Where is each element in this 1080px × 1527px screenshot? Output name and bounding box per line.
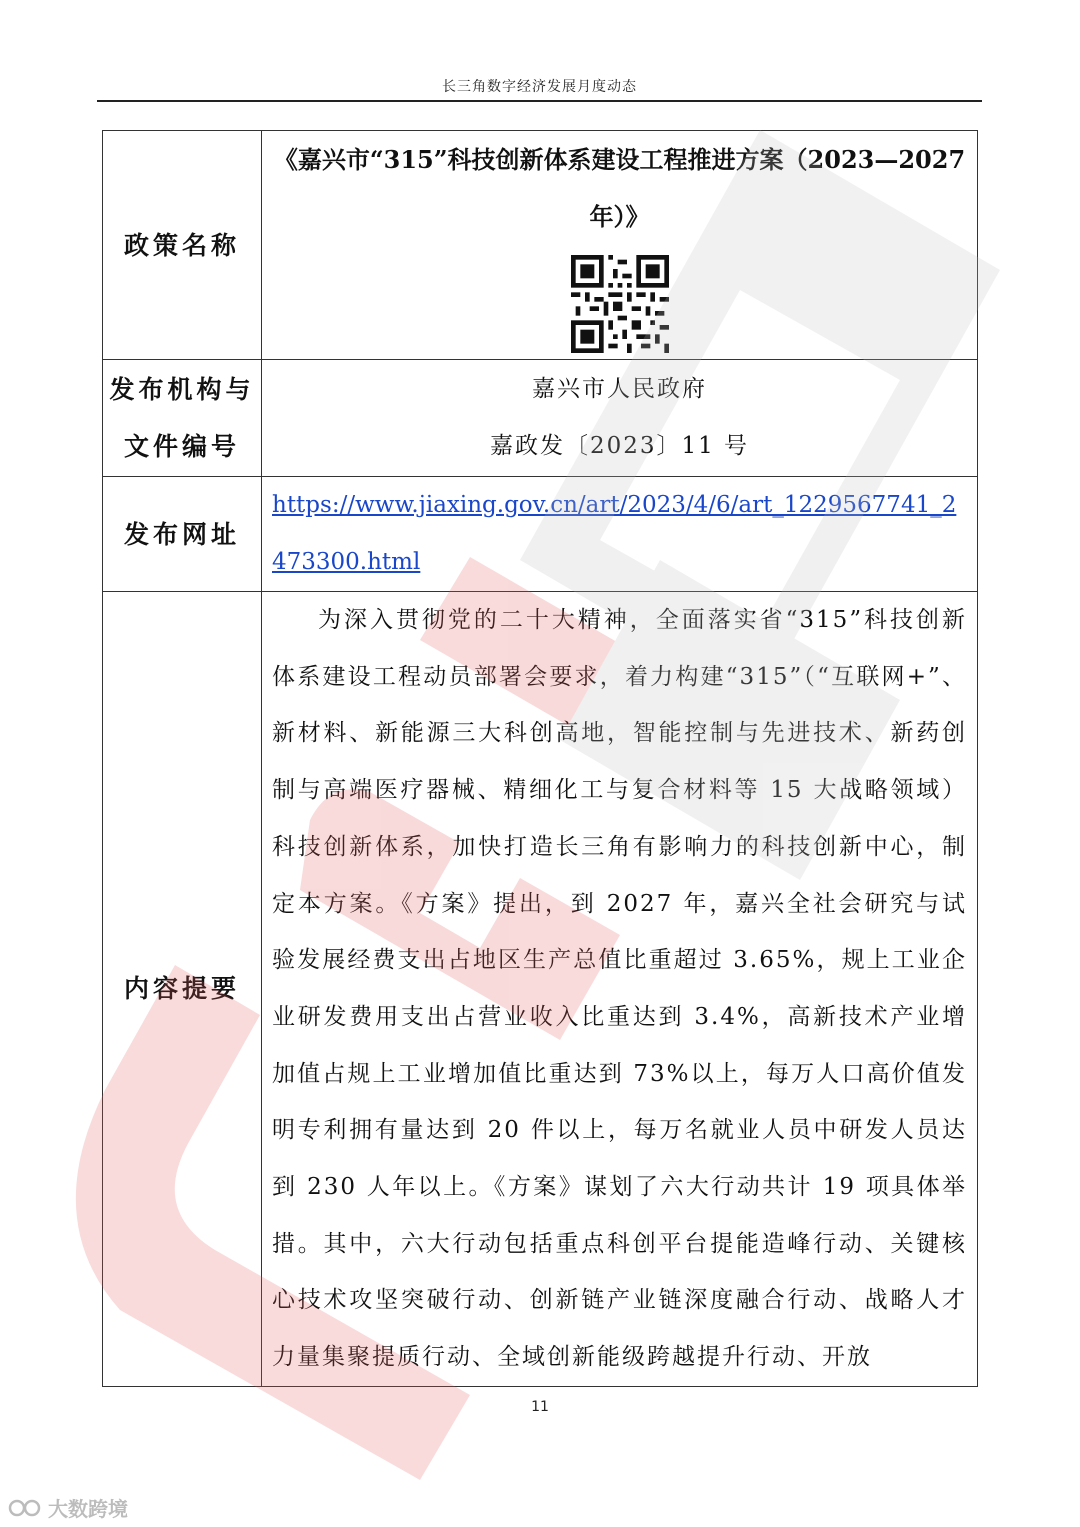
label-issuer-line2: 文件编号 xyxy=(123,432,240,461)
issuer-doc-number: 嘉政发〔2023〕11 号 xyxy=(489,433,750,459)
corner-watermark-text: 大数跨境 xyxy=(48,1497,128,1521)
qr-code-icon[interactable] xyxy=(571,255,669,353)
label-summary: 内容提要 xyxy=(103,592,262,1387)
value-summary-cell xyxy=(262,592,978,1387)
row-issuer xyxy=(103,360,978,477)
row-policy-name xyxy=(103,131,978,360)
corner-logo-icon xyxy=(8,1498,42,1518)
corner-watermark xyxy=(8,1493,128,1522)
label-policy-name: 政策名称 xyxy=(103,131,262,360)
policy-title: 《嘉兴市“315”科技创新体系建设工程推进方案（2023—2027年）》 xyxy=(273,145,966,231)
page-number: 11 xyxy=(531,1399,549,1415)
page-header: 长三角数字经济发展月度动态 xyxy=(97,76,982,102)
row-summary xyxy=(103,592,978,1387)
value-url-cell xyxy=(262,477,978,592)
policy-table xyxy=(102,130,978,1387)
label-url: 发布网址 xyxy=(103,477,262,592)
value-issuer-cell xyxy=(262,360,978,477)
policy-url-link[interactable]: https://www.jiaxing.gov.cn/art/2023/4/6/art_1229567741_2473300.html xyxy=(272,492,957,575)
value-policy-name-cell xyxy=(262,131,978,360)
label-issuer-line1: 发布机构与 xyxy=(109,375,255,404)
row-url xyxy=(103,477,978,592)
label-issuer xyxy=(103,360,262,477)
issuer-org: 嘉兴市人民政府 xyxy=(532,376,707,402)
summary-text: 为深入贯彻党的二十大精神，全面落实省“315”科技创新体系建设工程动员部署会要求，着力构建“315”（“互联网+”、新材料、新能源三大科创高地，智能控制与先进技术、新药创制与高端医疗器械、精细化工与复合材料等 15 大战略领域）科技创新体系，加快打造长三角有影响力的科技创新中心，制定本方案。《方案》提出，到 2027 年，嘉兴全社会研究与试验发展经费支出占地区生产总值比重超过 3.65%，规上工业企业研发费用支出占营业收入比重达到 3.4%，高新技术产业增加值占规上工业增加值比重达到 73%以上，每万人口高价值发明专利拥有量达到 20 件以上，每万名就业人员中研发人员达到 230 人年以上。《方案》谋划了六大行动共计 19 项具体举措。其中，六大行动包括重点科创平台提能造峰行动、关键核心技术攻坚突破行动、创新链产业链深度融合行动、战略人才力量集聚提质行动、全域创新能级跨越提升行动、开放 xyxy=(272,607,967,1371)
